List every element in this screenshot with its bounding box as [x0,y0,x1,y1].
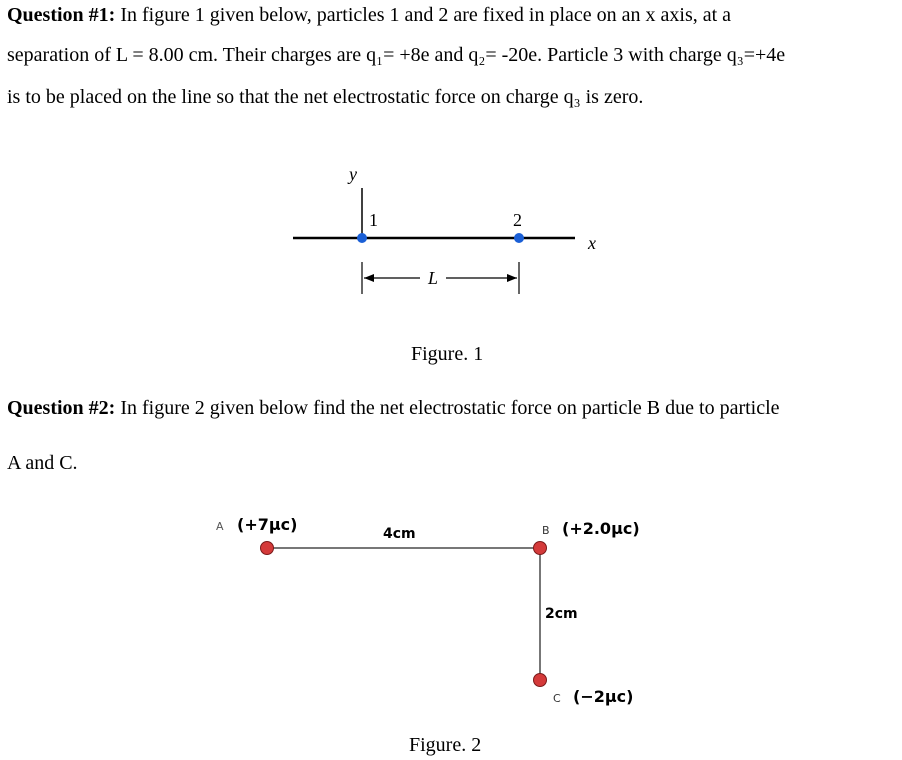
question1-line2: separation of L = 8.00 cm. Their charges are q₁= +8e and q₂= -20e. Particle 3 with charge q₃=+4e [7,44,786,66]
figure2-label-B-value: (+2.0μc) [562,519,640,538]
figure1-particle1-label: 1 [369,210,378,230]
question1-line3: is to be placed on the line so that the net electrostatic force on charge q₃ is zero. [7,86,644,108]
figure2-label-A-letter: A [216,520,224,533]
figure1-separation-label: L [428,268,439,288]
figure2-label-B-letter: B [542,524,550,537]
figure2-label-C-letter: C [553,692,561,705]
figure2 [216,515,640,706]
question2-line1-text: In figure 2 given below find the net electrostatic force on particle B due to particle [115,397,780,419]
figure1-dim-right-arrow [507,274,517,282]
figure1-y-label: y [349,164,357,184]
figure1-dim-left-arrow [364,274,374,282]
figure1 [293,164,596,294]
figure2-distance-BC: 2cm [545,606,578,622]
question2-line2: A and C. [7,452,78,474]
question1-heading: Question #1: [7,4,116,26]
figure2-caption: Figure. 2 [409,734,482,756]
figure2-charge-A [261,542,274,555]
question2-line1 [7,396,780,420]
figure2-charge-B [534,542,547,555]
figure1-particle1 [357,233,367,243]
figure2-label-A-value: (+7μc) [237,515,298,534]
question2-heading: Question #2: [7,397,116,419]
figure1-caption: Figure. 1 [411,343,484,365]
figure1-particle2-label: 2 [513,210,522,230]
figure1-particle2 [514,233,524,243]
figure2-label-C-value: (−2μc) [573,687,634,706]
question1-line1-text: In figure 1 given below, particles 1 and 2 are fixed in place on an x axis, at a [115,4,732,26]
figure2-distance-AB: 4cm [383,526,416,542]
figure2-charge-C [534,674,547,687]
figure1-x-label: x [588,233,596,253]
